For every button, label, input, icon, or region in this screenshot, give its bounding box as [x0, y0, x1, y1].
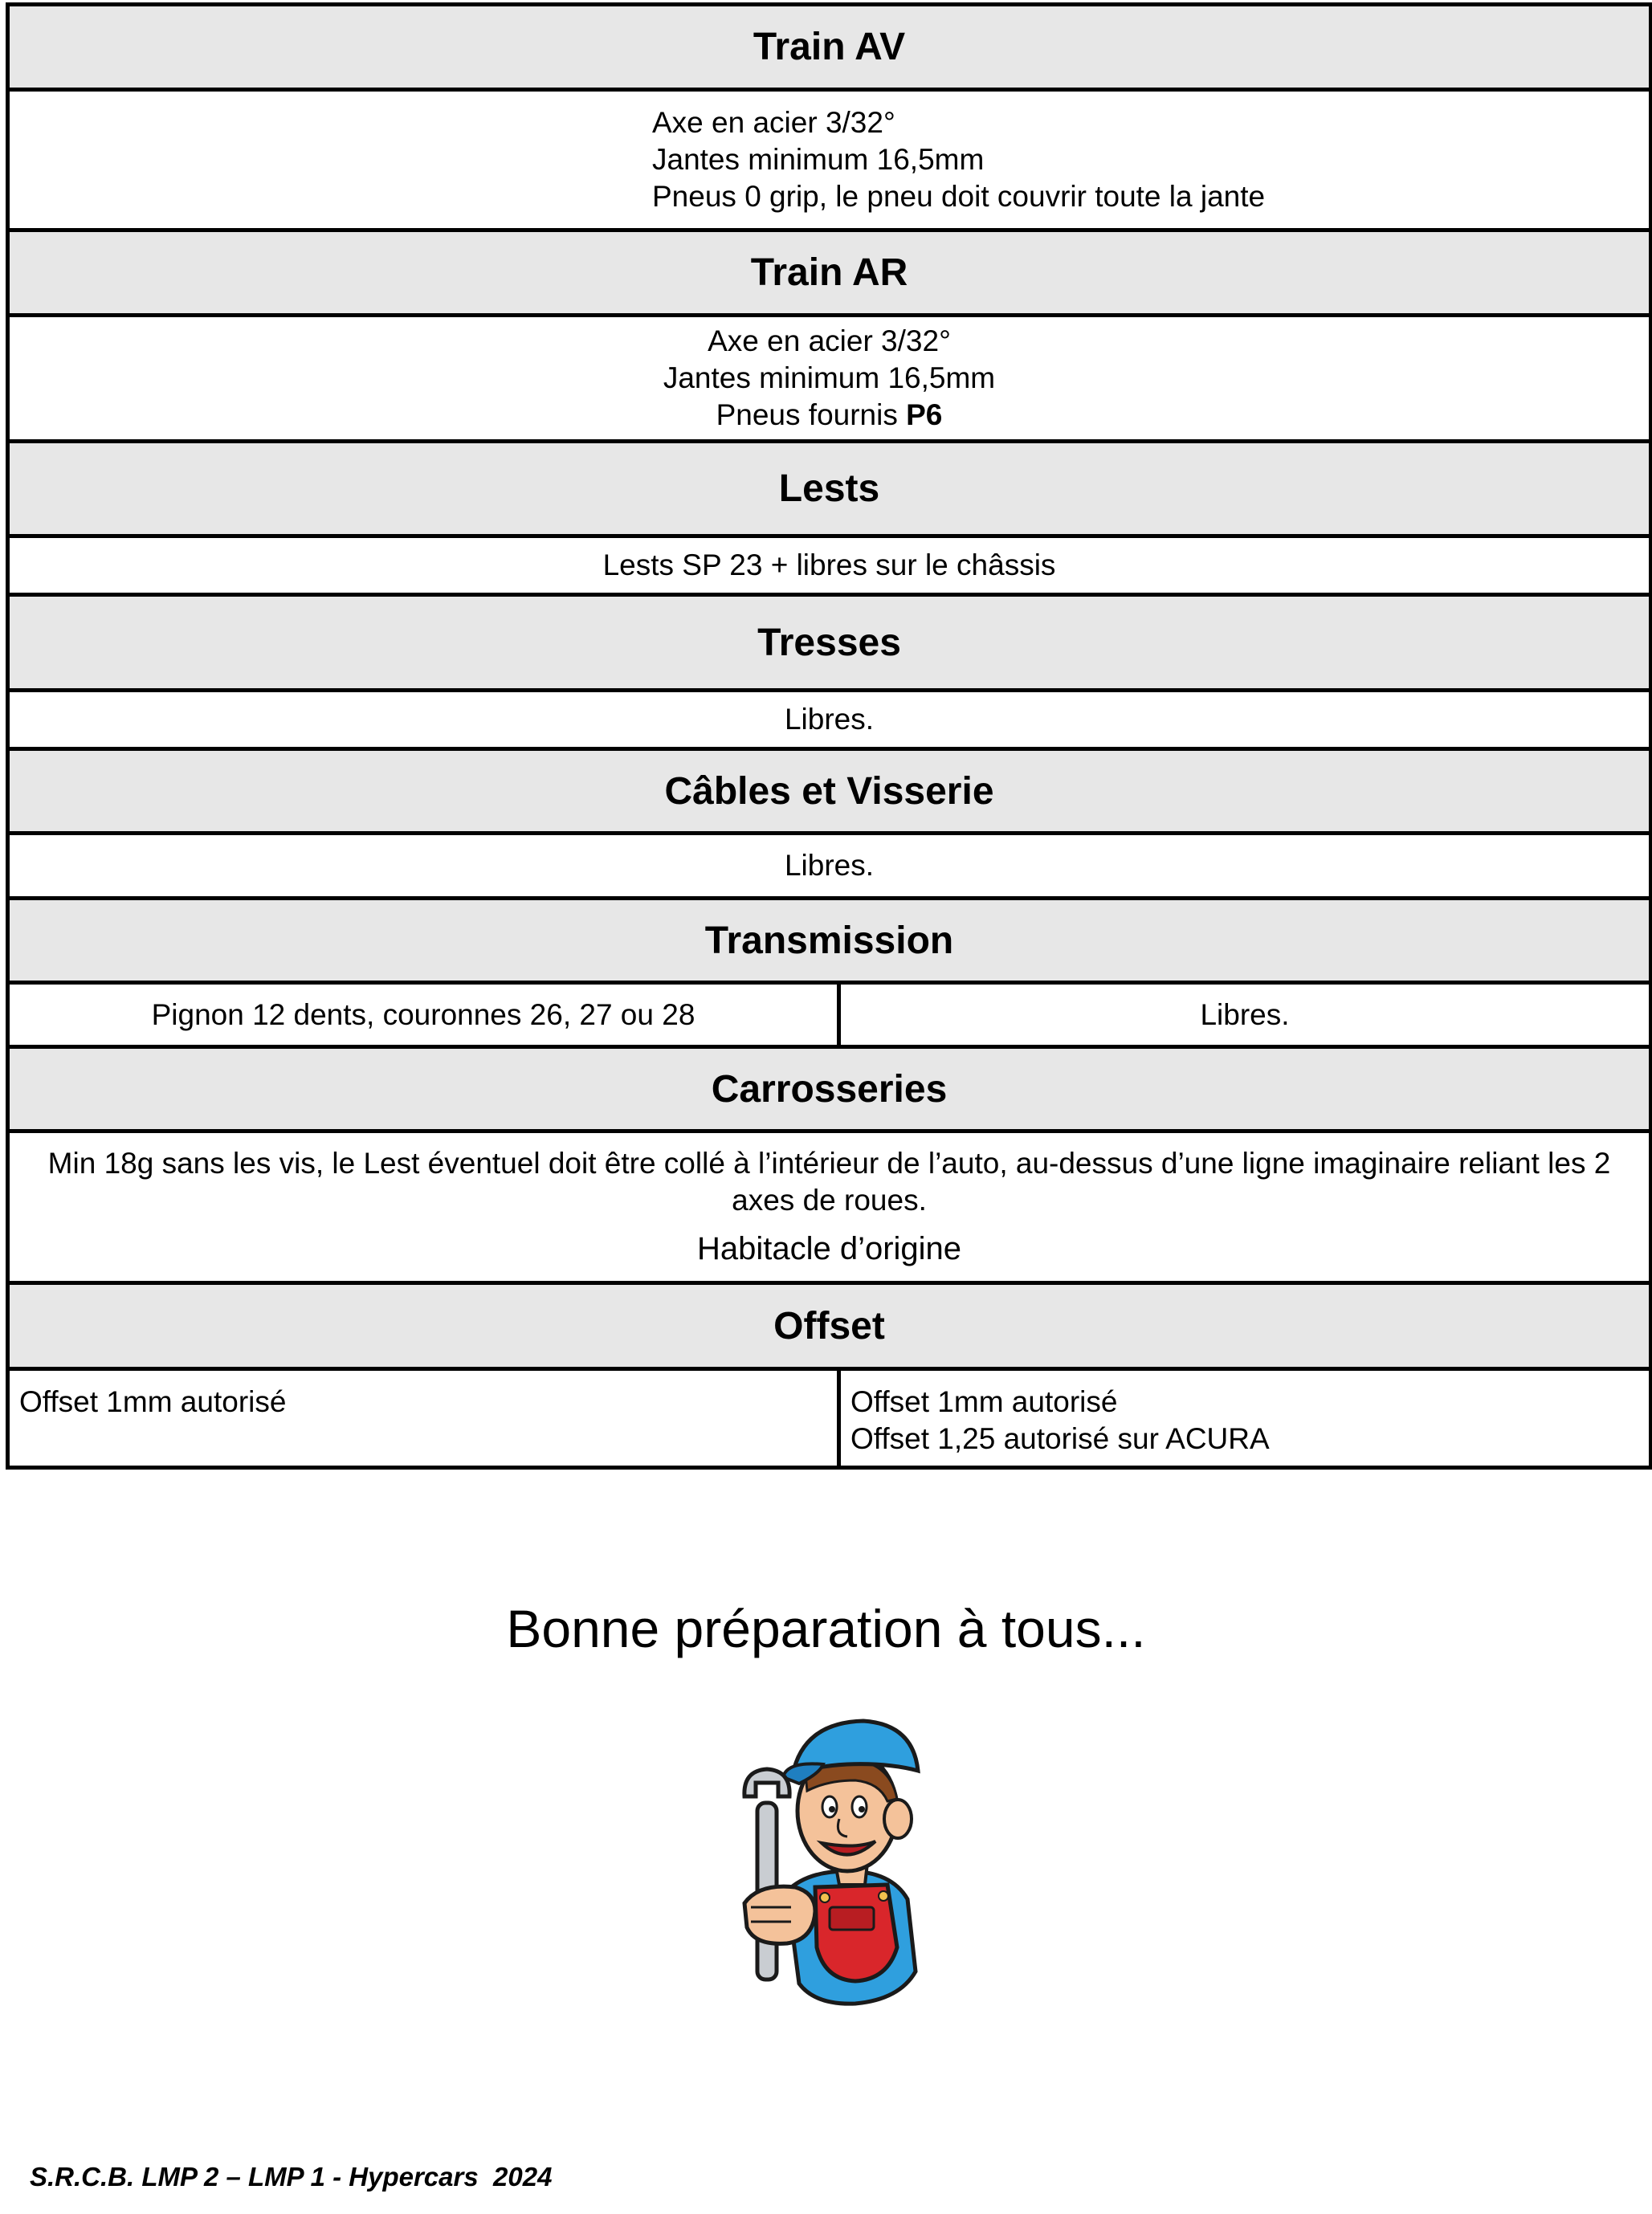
mechanic-with-wrench-icon: [727, 1706, 948, 2012]
section-title-offset: Offset: [8, 1283, 1651, 1369]
section-body-tresses: [8, 691, 1651, 749]
section-header-train-ar: [8, 230, 1651, 316]
section-title-transmission: Transmission: [8, 899, 1651, 983]
train-ar-line: Jantes minimum 16,5mm: [663, 361, 996, 394]
section-header-transmission: [8, 899, 1651, 983]
section-body-carrosseries: [8, 1131, 1651, 1283]
section-header-offset: [8, 1283, 1651, 1369]
transmission-left-text: Pignon 12 dents, couronnes 26, 27 ou 28: [8, 983, 839, 1047]
section-header-carrosseries: [8, 1047, 1651, 1131]
tresses-text: Libres.: [8, 691, 1651, 749]
carrosseries-content: [8, 1131, 1651, 1283]
train-ar-line: Axe en acier 3/32°: [708, 324, 951, 357]
cables-text: Libres.: [8, 834, 1651, 899]
section-title-lests: Lests: [8, 442, 1651, 536]
section-title-train-av: Train AV: [8, 5, 1651, 90]
carrosseries-subtext: Habitacle d’origine: [696, 1231, 962, 1266]
train-av-line: Pneus 0 grip, le pneu doit couvrir toute la jante: [652, 180, 1266, 213]
closing-message: Bonne préparation à tous...: [506, 1599, 1146, 1658]
tyre-model: P6: [906, 398, 943, 431]
section-title-cables: Câbles et Visserie: [8, 749, 1651, 834]
section-body-cables: [8, 834, 1651, 899]
offset-left-text: Offset 1mm autorisé: [19, 1385, 287, 1418]
train-ar-line: [10, 397, 1649, 434]
section-body-train-av: [8, 90, 1651, 230]
tyre-label: Pneus fournis: [716, 398, 907, 431]
section-title-tresses: Tresses: [8, 595, 1651, 691]
offset-right-line: Offset 1,25 autorisé sur ACURA: [850, 1422, 1270, 1455]
train-av-line: Axe en acier 3/32°: [652, 106, 895, 139]
section-title-train-ar: Train AR: [8, 230, 1651, 316]
lests-text: Lests SP 23 + libres sur le châssis: [8, 536, 1651, 595]
offset-right-line: Offset 1mm autorisé: [850, 1385, 1118, 1418]
rules-table: [6, 2, 1652, 1470]
section-body-train-ar: [8, 316, 1651, 442]
section-header-train-av: [8, 5, 1651, 90]
section-body-transmission: [8, 983, 1651, 1047]
train-ar-content: [8, 316, 1651, 442]
section-body-lests: [8, 536, 1651, 595]
train-av-line: Jantes minimum 16,5mm: [652, 143, 985, 176]
section-header-tresses: [8, 595, 1651, 691]
section-body-offset: [8, 1369, 1651, 1468]
transmission-right-text: Libres.: [839, 983, 1651, 1047]
document-footer: S.R.C.B. LMP 2 – LMP 1 - Hypercars 2024: [30, 2162, 553, 2192]
offset-right-cell: [839, 1369, 1651, 1468]
train-av-content: [8, 90, 1651, 230]
section-title-carrosseries: Carrosseries: [8, 1047, 1651, 1131]
offset-left-cell: [8, 1369, 839, 1468]
carrosseries-text: Min 18g sans les vis, le Lest éventuel doit être collé à l’intérieur de l’auto, au-dessus d’une ligne imaginaire reliant les 2 axes de roues.: [47, 1147, 1611, 1217]
section-header-lests: [8, 442, 1651, 536]
section-header-cables: [8, 749, 1651, 834]
